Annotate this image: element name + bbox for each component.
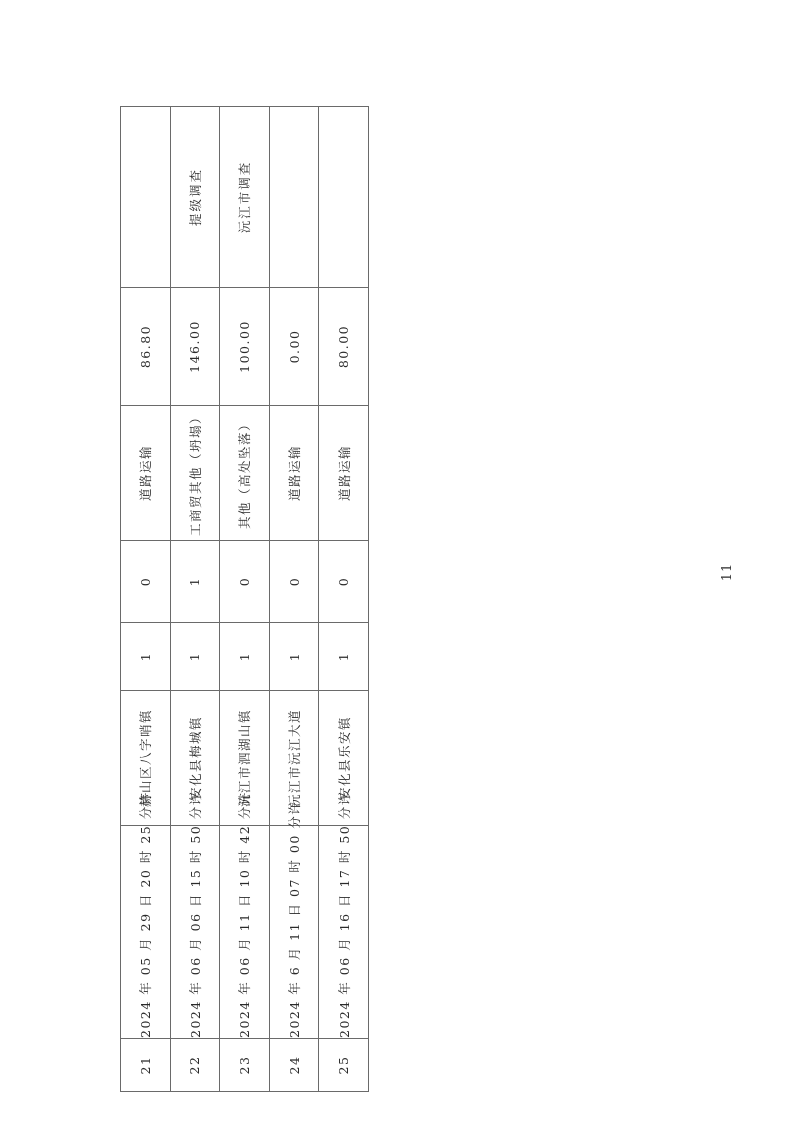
note-cell: 提级调查	[170, 107, 220, 288]
table-row	[170, 107, 220, 1092]
row-number-cell: 22	[170, 1039, 220, 1092]
table-body	[121, 107, 369, 1092]
value-cell: 0.00	[269, 288, 319, 406]
table-row	[319, 107, 369, 1092]
value-cell: 86.80	[121, 288, 171, 406]
row-number-cell: 23	[220, 1039, 270, 1092]
table-row	[121, 107, 171, 1092]
incident-type-cell: 道路运输	[319, 406, 369, 541]
value-cell: 100.00	[220, 288, 270, 406]
count-cell: 1	[319, 623, 369, 691]
location-cell: 赫山区八字哨镇	[121, 691, 171, 826]
count-cell: 0	[121, 541, 171, 623]
table-row	[220, 107, 270, 1092]
value-cell: 146.00	[170, 288, 220, 406]
location-cell: 安化县乐安镇	[319, 691, 369, 826]
note-cell	[269, 107, 319, 288]
rotated-table-container	[120, 107, 369, 1092]
count-cell: 1	[121, 623, 171, 691]
count-cell: 0	[319, 541, 369, 623]
row-number-cell: 25	[319, 1039, 369, 1092]
table-row	[269, 107, 319, 1092]
note-cell	[121, 107, 171, 288]
count-cell: 1	[170, 541, 220, 623]
location-cell: 安化县梅城镇	[170, 691, 220, 826]
value-cell: 80.00	[319, 288, 369, 406]
incident-time-cell: 2024 年 6 月 11 日 07 时 00 分许	[269, 826, 319, 1039]
incident-time-cell: 2024 年 05 月 29 日 20 时 25 分许	[121, 826, 171, 1039]
incident-table	[120, 106, 369, 1092]
incident-type-cell: 道路运输	[121, 406, 171, 541]
count-cell: 0	[269, 541, 319, 623]
incident-time-cell: 2024 年 06 月 11 日 10 时 42 分许	[220, 826, 270, 1039]
row-number-cell: 21	[121, 1039, 171, 1092]
incident-type-cell: 其他（高处坠落）	[220, 406, 270, 541]
incident-time-cell: 2024 年 06 月 06 日 15 时 50 分许	[170, 826, 220, 1039]
count-cell: 0	[220, 541, 270, 623]
count-cell: 1	[170, 623, 220, 691]
incident-type-cell: 道路运输	[269, 406, 319, 541]
row-number-cell: 24	[269, 1039, 319, 1092]
location-cell: 沅江市沅江大道	[269, 691, 319, 826]
count-cell: 1	[220, 623, 270, 691]
count-cell: 1	[269, 623, 319, 691]
incident-time-cell: 2024 年 06 月 16 日 17 时 50 分许	[319, 826, 369, 1039]
note-cell: 沅江市调查	[220, 107, 270, 288]
location-cell: 沅江市泗湖山镇	[220, 691, 270, 826]
incident-type-cell: 工商贸其他（坍塌）	[170, 406, 220, 541]
note-cell	[319, 107, 369, 288]
page-number: 11	[720, 562, 735, 582]
